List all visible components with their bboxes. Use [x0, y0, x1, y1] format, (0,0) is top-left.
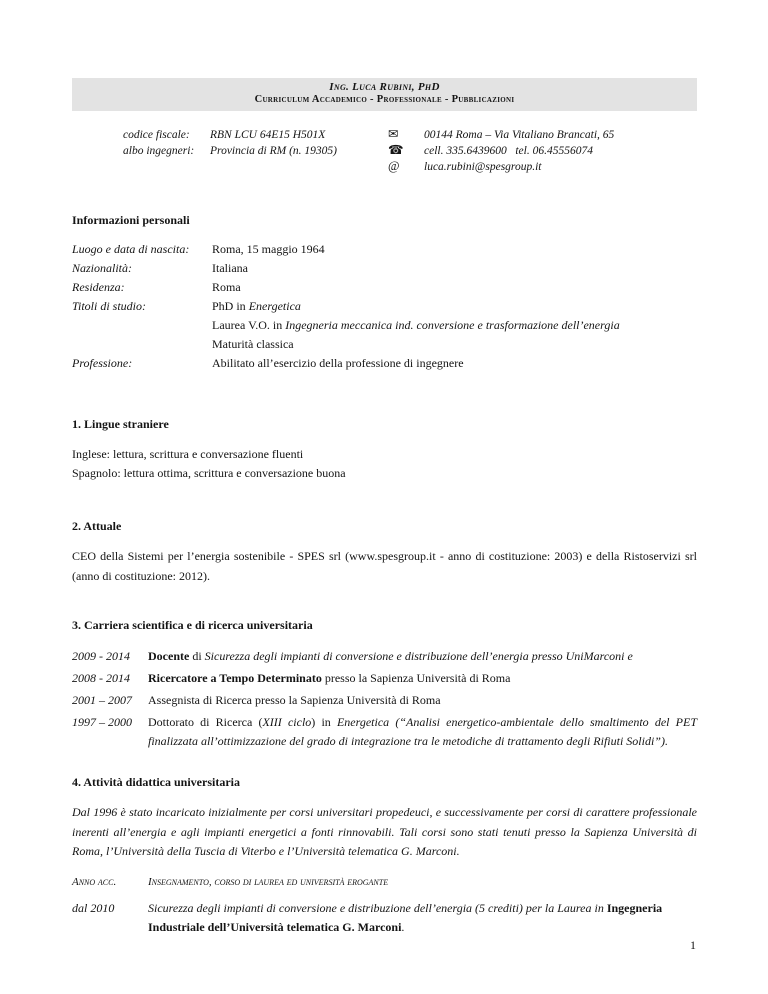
career-item-2009 — [72, 647, 697, 666]
phone-text: cell. 335.6439600 tel. 06.45556074 — [424, 145, 593, 158]
career-period: 2008 - 2014 — [72, 671, 130, 686]
current-role-paragraph: CEO della Sistemi per l’energia sostenibile - SPES srl (www.spesgroup.it - anno di costituzione: 2003) e della Ristoservizi srl (anno di costituzione: 2012). — [72, 549, 697, 583]
contact-row-address — [388, 127, 697, 143]
career-text — [148, 647, 697, 666]
teaching-degree: Ingegneria Industriale dell’Università telematica G. Marconi — [148, 900, 663, 934]
envelope-icon: ✉ — [388, 127, 399, 142]
contact-block — [72, 127, 697, 175]
degrees-label-empty2 — [72, 335, 212, 354]
career-period: 2001 – 2007 — [72, 693, 132, 708]
contact-row-phone — [388, 143, 697, 159]
career-role: Ricercatore a Tempo Determinato — [148, 671, 322, 686]
teaching-intro-paragraph: Dal 1996 è stato incaricato inizialmente per corsi universitari propedeuci, e successivamente per corsi di carattere professionale inerenti all’energia e agli impianti energetici a fonti rinnovabili. Tali corsi sono stati tenuti presso la Sapienza Università di Roma, l’Università della Tuscia di Viterbo e l’Università telematica G. Marconi. — [72, 805, 697, 859]
albo-ingegneri-value: Provincia di RM (n. 19305) — [210, 145, 338, 158]
degree-phd — [212, 297, 697, 316]
language-line-spanish: Spagnolo: lettura ottima, scrittura e conversazione buona — [72, 466, 346, 481]
codice-fiscale-value: RBN LCU 64E15 H501X — [210, 129, 326, 142]
address-text: 00144 Roma – Via Vitaliano Brancati, 65 — [424, 129, 615, 142]
contact-row-email — [388, 159, 697, 175]
at-icon: @ — [388, 159, 400, 174]
contact-right — [388, 127, 697, 175]
contact-left — [72, 127, 388, 175]
teaching-header-year: Anno acc. — [72, 875, 117, 888]
personal-row-profession — [72, 354, 697, 373]
birth-label: Luogo e data di nascita: — [72, 242, 190, 257]
nationality-value: Italiana — [212, 261, 248, 276]
degrees-label: Titoli di studio: — [72, 299, 147, 314]
personal-info-table — [72, 240, 697, 373]
profession-label: Professione: — [72, 356, 133, 371]
degree-phd-pre: PhD in — [212, 299, 249, 314]
degree-maturita: Maturità classica — [212, 337, 294, 352]
career-period: 2009 - 2014 — [72, 649, 130, 664]
career-thesis: Energetica (“Analisi energetico-ambientale dello smaltimento del PET finalizzata all’ottimizzazione del grado di integrazione tra le metodiche di trattamento degli Rifiuti Solidi”). — [148, 715, 697, 749]
teaching-end: . — [401, 919, 405, 934]
codice-fiscale-label: codice fiscale: — [123, 129, 190, 142]
career-text: Assegnista di Ricerca presso la Sapienza Università di Roma — [148, 693, 441, 708]
personal-row-nationality — [72, 259, 697, 278]
career-item-1997 — [72, 713, 697, 751]
page-subtitle: Curriculum Accademico - Professionale - Pubblicazioni — [254, 94, 515, 106]
degree-laurea-field: Ingegneria meccanica ind. conversione e trasformazione dell’energia — [285, 318, 620, 333]
personal-row-degrees-3 — [72, 335, 697, 354]
degrees-label-empty — [72, 316, 212, 335]
career-cycle: XIII ciclo — [262, 715, 312, 730]
career-mid: di — [189, 649, 205, 664]
languages-list — [72, 445, 697, 483]
personal-row-residence — [72, 278, 697, 297]
section-3-heading: 3. Carriera scientifica e di ricerca universitaria — [72, 618, 313, 633]
section-2-heading: 2. Attuale — [72, 519, 122, 534]
page-number: 1 — [690, 938, 696, 952]
career-text — [148, 713, 697, 751]
teaching-header-course: Insegnamento, corso di laurea ed università erogante — [148, 875, 389, 888]
email-text: luca.rubini@spesgroup.it — [424, 161, 542, 174]
section-1-heading: 1. Lingue straniere — [72, 417, 169, 432]
birth-value: Roma, 15 maggio 1964 — [212, 242, 325, 257]
teaching-course-text — [148, 899, 697, 937]
career-period: 1997 – 2000 — [72, 715, 132, 730]
career-text — [148, 669, 697, 688]
contact-row-codice-fiscale — [123, 127, 388, 143]
teaching-row-2010 — [72, 899, 697, 937]
residence-value: Roma — [212, 280, 241, 295]
section-4-heading: 4. Attività didattica universitaria — [72, 775, 240, 790]
degree-phd-field: Energetica — [248, 299, 301, 314]
personal-row-degrees-2 — [72, 316, 697, 335]
career-detail: Sicurezza degli impianti di conversione e distribuzione dell’energia presso UniMarconi e — [204, 649, 633, 664]
personal-row-degrees-1 — [72, 297, 697, 316]
page-title: Ing. Luca Rubini, PhD — [329, 81, 440, 93]
degree-laurea-pre: Laurea V.O. in — [212, 318, 286, 333]
career-item-2008 — [72, 669, 697, 688]
career-role: Docente — [148, 649, 190, 664]
career-mid: ) in — [311, 715, 337, 730]
nationality-label: Nazionalità: — [72, 261, 133, 276]
teaching-period: dal 2010 — [72, 900, 115, 915]
language-line-english: Inglese: lettura, scrittura e conversazione fluenti — [72, 447, 304, 462]
phone-icon: ☎ — [388, 143, 404, 158]
header-banner — [72, 78, 697, 111]
personal-row-birth — [72, 240, 697, 259]
career-list — [72, 647, 697, 751]
career-pre: Dottorato di Ricerca ( — [148, 715, 263, 730]
albo-ingegneri-label: albo ingegneri: — [123, 145, 195, 158]
residence-label: Residenza: — [72, 280, 125, 295]
teaching-course: Sicurezza degli impianti di conversione e distribuzione dell’energia (5 crediti) per la Laurea in — [148, 900, 607, 915]
career-item-2001 — [72, 691, 697, 710]
profession-value: Abilitato all’esercizio della professione di ingegnere — [212, 356, 464, 371]
teaching-table-header — [72, 874, 697, 890]
personal-info-heading: Informazioni personali — [72, 213, 190, 228]
degree-laurea — [212, 316, 697, 335]
contact-row-albo-ingegneri — [123, 143, 388, 159]
career-detail: presso la Sapienza Università di Roma — [321, 671, 511, 686]
